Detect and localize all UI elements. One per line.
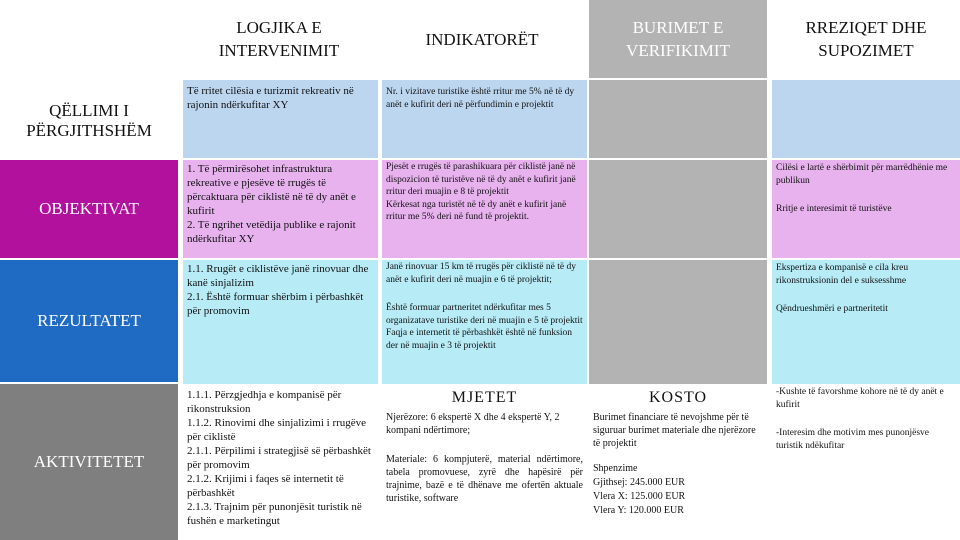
row-objectives-text: OBJEKTIVAT [39,199,139,218]
row-objectives-label [0,160,178,258]
activities-risk [772,386,960,540]
results-indicator-1: Janë rinovuar 15 km të rrugës për ciklistë në të dy anët e kufirit deri në muajin e 6 të projektit; [386,262,576,285]
results-indicator-2: Është formuar partneritet ndërkufitar mes 5 organizatave turistike deri në muajin e 5 të projektit Faqja e internetit të përbashkët është në funksion der në muajin e 3 të projektit [386,303,583,351]
goal-risk [772,80,960,158]
goal-indicator: Nr. i vizitave turistike është rritur me 5% në të dy anët e kufirit deri në përfundimin e projektit [382,80,587,158]
results-risk-2: Qëndrueshmëri e partneritetit [776,304,888,314]
results-risk-1: Ekspertiza e kompanisë e cila kreu rikonstruksionin del e suksesshme [776,263,909,286]
row-goal-label [0,78,178,158]
cost-amounts: Shpenzime Gjithsej: 245.000 EUR Vlera X: 125.000 EUR Vlera Y: 120.000 EUR [593,463,686,516]
results-risk [772,260,960,384]
activities-logic: 1.1.1. Përzgjedhja e kompanisë për rikonstruksion 1.1.2. Rinovimi dhe sinjalizimi i rrugëve për ciklistë 2.1.1. Përpilimi i strategjisë së përbashkët për promovim 2.1.2. Krijimi i faqes së internetit të përbashkët 2.1.3. Trajnim për punonjësit turistik në fushën e marketingut [183,386,378,540]
cost-title: KOSTO [648,389,708,406]
activities-cost [589,386,767,540]
row-goal-text: QËLLIMI I PËRGJITHSHËM [26,101,152,140]
results-indicator [382,260,587,384]
header-logic [183,0,375,78]
goal-logic: Të rritet cilësia e turizmit rekreativ në rajonin ndërkufitar XY [183,80,378,158]
header-risks [772,0,960,78]
objectives-verification [589,160,767,258]
cost-description: Burimet financiare të nevojshme për të siguruar burimet materiale dhe njerëzore të projektit [593,412,756,449]
activities-inputs [382,386,587,540]
header-logic-text: LOGJIKA E INTERVENIMIT [218,18,340,60]
results-verification [589,260,767,384]
objectives-logic: 1. Të përmirësohet infrastruktura rekreative e pjesëve të rrugës të përcaktuara për ciklistë në të dy anët e kufirit 2. Të ngrihet vetëdija publike e rajonit ndërkufitar XY [183,160,378,258]
header-verification-text: BURIMET E VERIFIKIMIT [626,18,730,60]
activities-risk-2: -Interesim dhe motivim mes punonjësve turistik ndëkufitar [776,428,930,451]
inputs-material: Materiale: 6 kompjuterë, material ndërtimore, tabela promovuese, zyrë dhe hapësirë për trajnime, bazë e të dhënave me ofertën aktuale turistike, software [386,454,583,504]
objectives-indicator: Pjesët e rrugës të parashikuara për ciklistë janë në dispozicion të turistëve në të dy anët e kufirit janë rritur deri muajin e 8 të projektit Kërkesat nga turistët në të dy anët e kufirit janë rritur me 5% deri në fund të projektit. [382,160,587,258]
results-logic: 1.1. Rrugët e ciklistëve janë rinovuar dhe kanë sinjalizim 2.1. Është formuar shërbim i përbashkët për promovim [183,260,378,384]
activities-risk-1: -Kushte të favorshme kohore në të dy anët e kufirit [776,387,944,410]
row-results-label [0,260,178,382]
row-activities-label [0,384,178,540]
inputs-title: MJETET [451,389,518,406]
goal-verification [589,80,767,158]
header-risks-text: RREZIQET DHE SUPOZIMET [805,18,927,60]
inputs-human: Njerëzore: 6 ekspertë X dhe 4 ekspertë Y, 2 kompani ndërtimore; [386,412,560,436]
row-activities-text: AKTIVITETET [33,452,145,471]
objectives-risk-2: Rritje e interesimit të turistëve [776,204,892,214]
header-verification [589,0,767,78]
objectives-risk [772,160,960,258]
header-indicators [382,0,582,78]
row-results-text: REZULTATET [37,311,141,330]
objectives-risk-1: Cilësi e lartë e shërbimit për marrëdhënie me publikun [776,163,948,186]
header-indicators-text: INDIKATORËT [425,29,539,49]
